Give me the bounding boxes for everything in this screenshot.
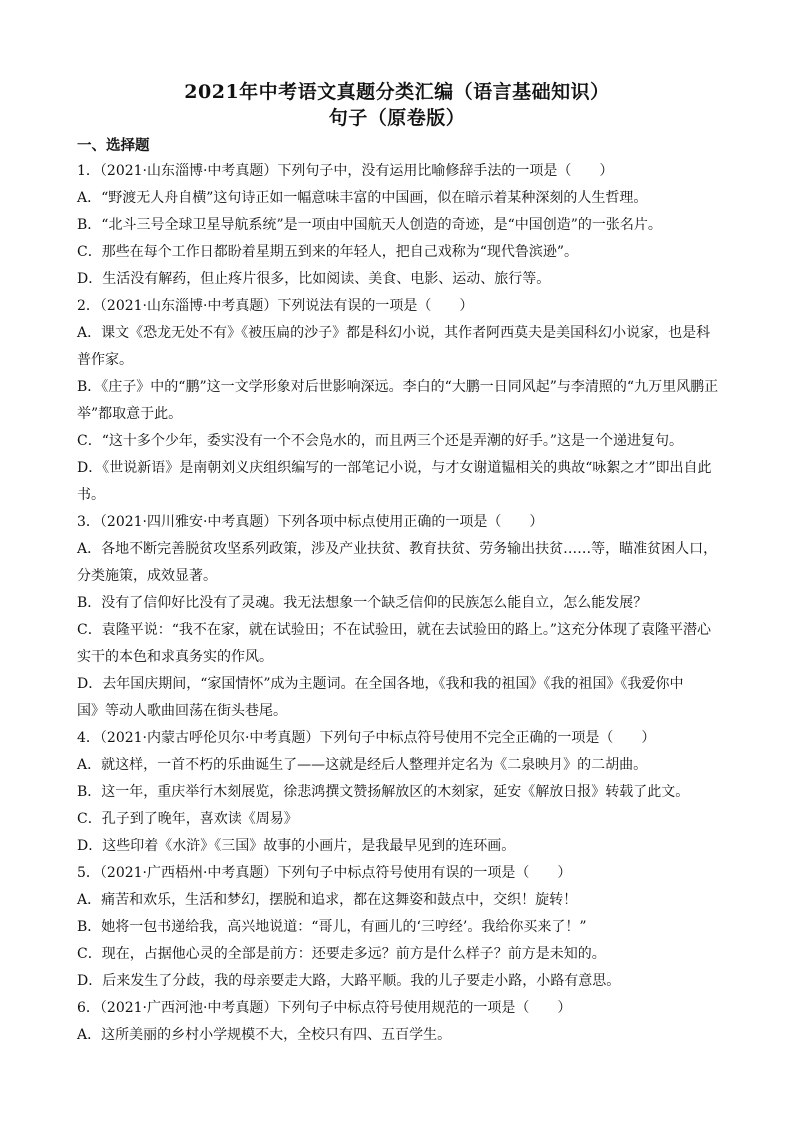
text-line: 6．（2021·广西河池·中考真题）下列句子中标点符号使用规范的一项是（ ）: [77, 1000, 572, 1016]
document-subtitle: 句子（原卷版）: [328, 107, 466, 129]
text-line: B．她将一包书递给我，高兴地说道：“哥儿，有画儿的‘三哼经’。我给你买来了！”: [77, 919, 587, 935]
text-line: A．痛苦和欢乐，生活和梦幻，摆脱和追求，都在这舞姿和鼓点中，交织！旋转！: [77, 892, 578, 908]
section-heading: 一、选择题: [77, 137, 150, 154]
text-line: D．这些印着《水浒》《三国》故事的小画片，是我最早见到的连环画。: [77, 838, 516, 854]
text-line: 书。: [77, 487, 105, 503]
text-line: 普作家。: [77, 352, 133, 368]
text-line: 国》等动人歌曲回荡在街头巷尾。: [77, 703, 287, 719]
text-line: D．去年国庆期间，“家国情怀”成为主题词。在全国各地，《我和我的祖国》《我的祖国》《我爱你中: [77, 676, 684, 692]
text-line: 1．（2021·山东淄博·中考真题）下列句子中，没有运用比喻修辞手法的一项是（ ）: [77, 163, 614, 179]
text-line: A．“野渡无人舟自横”这句诗正如一幅意味丰富的中国画，似在暗示着某种深刻的人生哲理。: [77, 190, 648, 206]
text-line: A．这所美丽的乡村小学规模不大，全校只有四、五百学生。: [77, 1027, 452, 1043]
text-line: A．就这样，一首不朽的乐曲诞生了——这就是经后人整理并定名为《二泉映月》的二胡曲。: [77, 757, 648, 773]
text-line: B．没有了信仰好比没有了灵魂。我无法想象一个缺乏信仰的民族怎么能自立，怎么能发展？: [77, 595, 648, 611]
text-line: 3．（2021·四川雅安·中考真题）下列各项中标点使用正确的一项是（ ）: [77, 514, 544, 530]
text-line: 2．（2021·山东淄博·中考真题）下列说法有误的一项是（ ）: [77, 298, 474, 314]
text-line: C．袁隆平说：“我不在家，就在试验田；不在试验田，就在去试验田的路上。”这充分体现了袁隆平潜心: [77, 622, 712, 638]
text-line: D．《世说新语》是南朝刘义庆组织编写的一部笔记小说，与才女谢道韫相关的典故“咏絮之才”即出自此: [77, 460, 712, 476]
text-line: D．生活没有解药，但止疼片很多，比如阅读、美食、电影、运动、旅行等。: [77, 271, 551, 287]
text-line: C．“这十多个少年，委实没有一个不会凫水的，而且两三个还是弄潮的好手。”这是一个递进复句。: [77, 433, 684, 449]
text-line: 举”都取意于此。: [77, 406, 183, 422]
text-line: A．课文《恐龙无处不有》《被压扁的沙子》都是科幻小说，其作者阿西莫夫是美国科幻小说家，也是科: [77, 325, 711, 341]
text-line: 分类施策，成效显著。: [77, 568, 217, 584]
text-line: D．后来发生了分歧，我的母亲要走大路，大路平顺。我的儿子要走小路，小路有意思。: [77, 973, 621, 989]
document-title: 2021年中考语文真题分类汇编（语言基础知识）: [184, 81, 610, 103]
text-line: B．“北斗三号全球卫星导航系统”是一项由中国航天人创造的奇迹，是“中国创造”的一张名片。: [77, 217, 662, 233]
text-line: C．现在，占据他心灵的全部是前方：还要走多远？前方是什么样子？前方是未知的。: [77, 946, 606, 962]
text-line: C．孔子到了晚年，喜欢读《周易》: [77, 811, 298, 827]
text-line: 5．（2021·广西梧州·中考真题）下列句子中标点符号使用有误的一项是（ ）: [77, 865, 572, 881]
text-line: A．各地不断完善脱贫攻坚系列政策，涉及产业扶贫、教育扶贫、劳务输出扶贫……等，瞄准贫困人口，: [77, 541, 718, 557]
text-line: B．《庄子》中的“鹏”这一文学形象对后世影响深远。李白的“大鹏一日同风起”与李清照的“九万里风鹏正: [77, 379, 719, 395]
text-line: 4．（2021·内蒙古呼伦贝尔·中考真题）下列句子中标点符号使用不完全正确的一项是（ ）: [77, 730, 656, 746]
text-line: 实干的本色和求真务实的作风。: [77, 649, 273, 665]
text-line: B．这一年，重庆举行木刻展览，徐悲鸿撰文赞扬解放区的木刻家，延安《解放日报》转载了此文。: [77, 784, 690, 800]
text-line: C．那些在每个工作日都盼着星期五到来的年轻人，把自己戏称为“现代鲁滨逊”。: [77, 244, 579, 260]
